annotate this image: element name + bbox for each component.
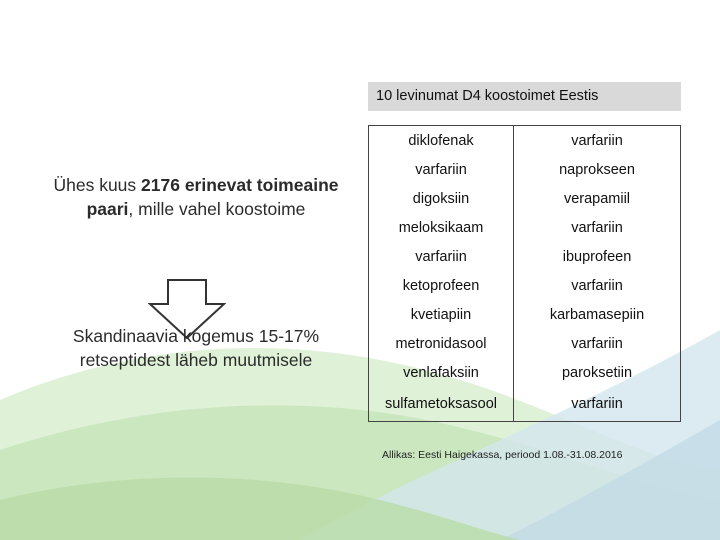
interactions-table [368, 125, 681, 422]
drug-b-cell: varfariin [514, 271, 681, 300]
interaction-statement [40, 173, 352, 221]
table-row [369, 271, 681, 300]
source-note: Allikas: Eesti Haigekassa, periood 1.08.-31.08.2016 [382, 449, 623, 461]
drug-a-cell: meloksikaam [369, 213, 514, 242]
drug-a-cell: digoksiin [369, 184, 514, 213]
table-row [369, 242, 681, 271]
drug-b-cell: varfariin [514, 387, 681, 422]
table-row [369, 213, 681, 242]
table-row [369, 329, 681, 358]
statement-bold: 2176 erinevat toimeaine paari [86, 175, 339, 219]
statement-pre: Ühes kuus [53, 175, 142, 195]
table-row [369, 358, 681, 387]
drug-b-cell: ibuprofeen [514, 242, 681, 271]
drug-a-cell: metronidasool [369, 329, 514, 358]
statement-post: , mille vahel koostoime [128, 199, 306, 219]
drug-b-cell: verapamiil [514, 184, 681, 213]
drug-b-cell: varfariin [514, 329, 681, 358]
drug-a-cell: varfariin [369, 242, 514, 271]
table-title: 10 levinumat D4 koostoimet Eestis [368, 82, 681, 111]
drug-b-cell: varfariin [514, 213, 681, 242]
drug-b-cell: paroksetiin [514, 358, 681, 387]
table-row [369, 184, 681, 213]
drug-a-cell: diklofenak [369, 126, 514, 156]
table-row [369, 126, 681, 156]
drug-b-cell: varfariin [514, 126, 681, 156]
drug-a-cell: venlafaksiin [369, 358, 514, 387]
drug-a-cell: kvetiapiin [369, 300, 514, 329]
drug-a-cell: ketoprofeen [369, 271, 514, 300]
drug-a-cell: sulfametoksasool [369, 387, 514, 422]
table-row [369, 155, 681, 184]
drug-b-cell: naprokseen [514, 155, 681, 184]
scandinavia-experience: Skandinaavia kogemus 15-17% retseptidest läheb muutmisele [72, 326, 320, 370]
drug-b-cell: karbamasepiin [514, 300, 681, 329]
table-row [369, 300, 681, 329]
table-row [369, 387, 681, 422]
drug-a-cell: varfariin [369, 155, 514, 184]
